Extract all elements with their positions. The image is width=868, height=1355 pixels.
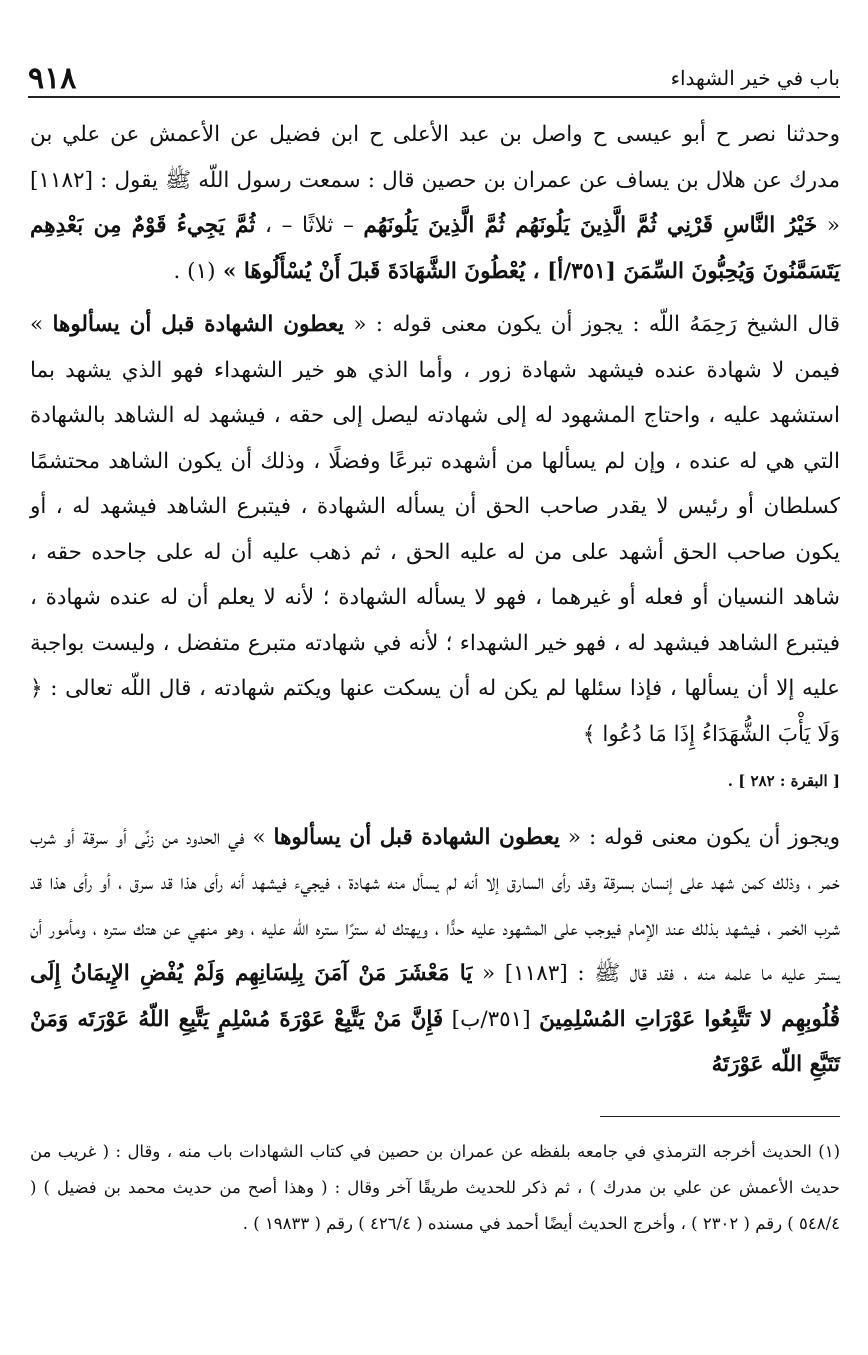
hadith-text-part-2: ثُمَّ يَجِيءُ قَوْمٌ مِن بَعْدِهِم يَتَسَمَّنُونَ وَيُحِبُّونَ السِّمَنَ [٣٥١/أ] ، يُعْطُونَ الشَّهَادَةَ قَبلَ: [30, 213, 840, 284]
hadith-text-part-3: أَنْ يُسْأَلُوهَا »: [215, 258, 341, 284]
paragraph-hadith-1182: [30, 112, 840, 294]
hadith-note: – ثلاثًا – ،: [255, 213, 364, 238]
footnote-ref-1: (١) .: [173, 258, 216, 284]
footnotes: [30, 1134, 840, 1242]
chapter-title: باب في خير الشهداء: [670, 66, 840, 90]
main-text: [30, 112, 840, 1088]
isnad-line-2: علي بن مدرك عن هلال بن يساف عن عمران بن حصين قال : سمعت رسول اللّه ﷺ: [30, 122, 840, 193]
manuscript-ref: [٣٥١/ب]: [443, 1006, 540, 1032]
header-divider: [28, 96, 840, 98]
quran-reference: [ البقرة : ٢٨٢ ] .: [727, 772, 840, 790]
isnad-line-1: وحدثنا نصر ح أبو عيسى ح واصل بن عبد الأعلى ح ابن فضيل عن الأعمش عن: [110, 122, 840, 147]
commentary2-body: أو سرقة أو شرب خمر ، وذلك كمن شهد على إنسان بسرقة وقد رأى السارق إلا أنه لم يسأل منه شهادة ، فيجيء فيشهد أنه رأى هذا قد سرق ، أو رأى هذا قد شرب الخمر ، فيشهد بذلك عند الإمام فيوجب على المشهود عليه حدًّا ، ويهتك له سترًا ستره اللّه عليه ، وهو منهي عن هتك ستره ، ومأمور أن يستر عليه ما علمه منه ، فقد: [30, 824, 841, 986]
hadith-intro: يقول : [١١٨٢] «: [30, 167, 840, 238]
footnote-1: (١) الحديث أخرجه الترمذي في جامعه بلفظه عن عمران بن حصين في كتاب الشهادات باب منه ، وقال : ( غريب من حديث الأعمش عن علي بن مدرك ) ، ثم ذكر للحديث طريقًا آخر وقال : ( وهذا أصح من حديث محمد بن فضيل ) ( ٥٤٨/٤ ) رقم ( ٢٣٠٢ ) ، وأخرج الحديث أيضًا أحمد في مسنده ( ٤٢٦/٤ ) رقم ( ١٩٨٣٣ ) .: [30, 1142, 840, 1233]
quoted-phrase: يعطون الشهادة قبل أن يسألوها: [52, 312, 345, 337]
quote-close: »: [30, 312, 53, 337]
hadith-1183-part-1: يَا مَعْشَرَ مَنْ آمَنَ بِلِسَانِهِم وَلَمْ يُفْضِ الإِيمَانُ إِلَى قُلُوبِهِم لا تَتَّبِعُوا عَوْرَاتِ المُسْلِمِينَ: [30, 961, 840, 1032]
commentary2-intro: ويجوز أن يكون معنى قوله : «: [559, 824, 840, 850]
hadith-1183-intro: قال ﷺ : [١١٨٣] «: [472, 961, 647, 986]
commentary-intro: قال الشيخ رَحِمَهُ اللّه : يجوز أن يكون معنى قوله : «: [344, 312, 840, 337]
commentary2-intro-end: » في الحدود من زنًى: [134, 824, 274, 850]
paragraph-commentary-2: [30, 815, 840, 1088]
paragraph-commentary-1: [30, 302, 840, 805]
page-header: [28, 58, 840, 98]
hadith-1183-part-2: فَإِنَّ مَنْ يَتَّبِعْ عَوْرَةَ مُسْلِمٍ يَتَّبِعِ اللّهُ عَوْرَتَه وَمَنْ تَتَبَّعِ اللّه عَوْرَتَهُ: [30, 1006, 840, 1077]
quoted-phrase-2: يعطون الشهادة قبل أن يسألوها: [273, 824, 560, 850]
page-number: ٩١٨: [28, 60, 77, 96]
hadith-text-part-1: خَيْرُ النَّاسِ قَرْنِي ثُمَّ الَّذِينَ يَلُونَهُم ثُمَّ الَّذِينَ يَلُونَهُم: [363, 213, 818, 238]
commentary-body: فيمن لا شهادة عنده فيشهد شهادة زور ، وأما الذي هو خير الشهداء فهو الذي يشهد بما استشهد عليه ، واحتاج المشهود له إلى شهادته ليصل إلى حقه ، فيشهد له الشاهد بالشهادة التي هي له عنده ، وإن لم يسألها من أشهده تبرعًا وفضلًا ، وذلك أن يكون الشاهد محتشمًا كسلطان أو رئيس لا يقدر صاحب الحق أن يسأله الشهادة ، فيتبرع الشاهد فيشهد له ، أو يكون صاحب الحق أشهد على من له عليه الحق ، ثم ذهب عليه أن له على جاحده حقه ، شاهد النسيان أو فعله أو غيرهما ، فهو لا يسأله الشهادة ؛ لأنه لا يعلم أن له عنده شهادة ، فيتبرع الشاهد فيشهد له ، فهو خير الشهداء ؛ لأنه في شهادته متبرع متفضل ، وليست بواجبة عليه إلا أن يسألها ، فإذا سئلها لم يكن له أن يسكت عنها ويكتم شهادته ، قال اللّه تعالى : ﴿ وَلَا يَأْبَ الشُّهَدَاءُ إِذَا مَا دُعُوا ﴾: [30, 357, 840, 747]
footnote-divider: [600, 1116, 840, 1117]
